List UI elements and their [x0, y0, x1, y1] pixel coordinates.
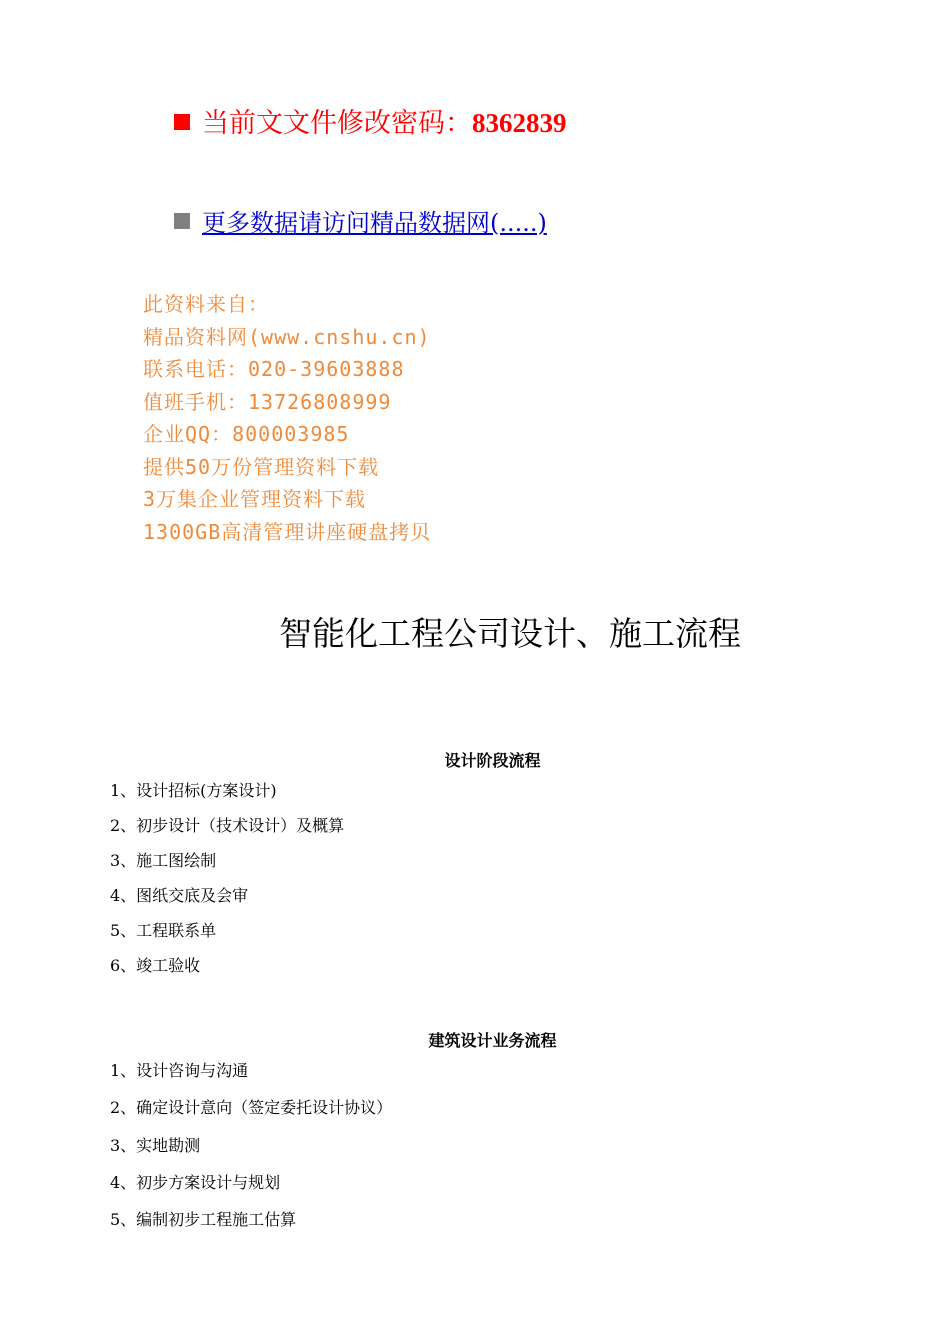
list-item: 4、初步方案设计与规划	[110, 1172, 281, 1192]
list-item: 4、图纸交底及会审	[110, 886, 249, 905]
section-heading-architecture-design: 建筑设计业务流程	[428, 1031, 557, 1050]
source-info-line: 值班手机：13726808999	[143, 389, 392, 414]
list-item: 2、确定设计意向（签定委托设计协议）	[110, 1098, 393, 1118]
list-item: 1、设计咨询与沟通	[110, 1061, 249, 1080]
source-info-line: 1300GB高清管理讲座硬盘拷贝	[143, 519, 432, 544]
more-data-line	[174, 203, 547, 238]
source-info-line: 3万集企业管理资料下载	[143, 487, 367, 511]
source-info-block	[143, 288, 431, 548]
source-info-line: 企业QQ：800003985	[143, 422, 350, 446]
section-heading-design-stage: 设计阶段流程	[444, 751, 541, 770]
password-value: 8362839	[472, 108, 567, 138]
source-info-line: 联系电话：020-39603888	[143, 357, 405, 381]
architecture-design-list	[110, 1061, 392, 1247]
source-info-line: 提供50万份管理资料下载	[143, 454, 380, 479]
source-info-line: 此资料来自：	[143, 292, 269, 316]
more-data-link[interactable]: 更多数据请访问精品数据网(.....)	[202, 209, 547, 237]
gray-square-bullet-icon	[174, 213, 190, 229]
list-item: 6、竣工验收	[110, 956, 201, 975]
list-item: 5、编制初步工程施工估算	[110, 1210, 297, 1230]
list-item: 3、施工图绘制	[110, 851, 217, 870]
list-item: 3、实地勘测	[110, 1135, 201, 1155]
document-title: 智能化工程公司设计、施工流程	[279, 614, 741, 653]
password-line	[174, 101, 567, 140]
list-item: 2、初步设计（技术设计）及概算	[110, 816, 345, 835]
list-item: 1、设计招标(方案设计)	[110, 781, 277, 800]
password-label: 当前文文件修改密码：	[202, 108, 472, 139]
design-stage-list	[110, 781, 344, 991]
list-item: 5、工程联系单	[110, 921, 217, 940]
source-info-line: 精品资料网(www.cnshu.cn)	[143, 324, 431, 349]
red-square-bullet-icon	[174, 114, 190, 130]
